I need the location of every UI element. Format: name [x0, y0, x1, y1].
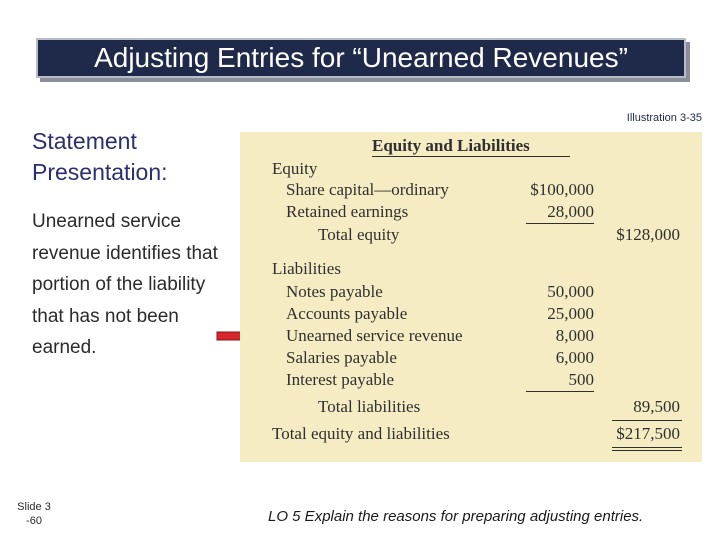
row-amount-col1: 50,000: [547, 282, 594, 301]
grand-total-double-rule-bottom: [612, 450, 682, 451]
statement-row-accounts-payable: [240, 303, 702, 325]
row-amount-col2: $128,000: [616, 225, 680, 244]
row-amount-col1: 8,000: [555, 326, 594, 345]
grand-total-double-rule-top: [612, 447, 682, 448]
row-label: Notes payable: [286, 282, 383, 301]
row-amount-col1: 25,000: [547, 304, 594, 323]
learning-objective-footer: LO 5 Explain the reasons for preparing adjusting entries.: [268, 508, 644, 525]
side-heading: Statement Presentation:: [32, 128, 168, 185]
slide-title: Adjusting Entries for “Unearned Revenues”: [36, 38, 686, 78]
row-label: Accounts payable: [286, 304, 408, 323]
row-amount-col2: 89,500: [633, 397, 680, 416]
statement-row-notes-payable: [240, 281, 702, 303]
slide-number: Slide 3 -60: [17, 501, 51, 527]
row-label: Share capital—ordinary: [286, 180, 449, 199]
subtotal-rule: [612, 420, 682, 421]
row-amount-col2: $217,500: [616, 424, 680, 443]
statement-row-total-equity: [240, 224, 702, 246]
statement-title: Equity and Liabilities: [372, 136, 530, 155]
row-amount-col1: 500: [568, 370, 594, 389]
illustration-reference: Illustration 3-35: [626, 112, 702, 124]
row-amount-col1: 28,000: [547, 202, 594, 221]
row-amount-col1: $100,000: [530, 180, 594, 199]
statement-row-total-equity-liabilities: [240, 423, 702, 445]
statement-row-retained-earnings: [240, 201, 702, 223]
statement-row-salaries-payable: [240, 347, 702, 369]
statement-row-liabilities: [240, 258, 702, 280]
row-label: Liabilities: [272, 259, 341, 278]
row-label: Retained earnings: [286, 202, 409, 221]
row-label: Total equity: [318, 225, 400, 244]
row-amount-col1: 6,000: [555, 348, 594, 367]
row-label: Total equity and liabilities: [272, 424, 450, 443]
statement-row-equity: [240, 158, 702, 180]
statement-panel: [240, 132, 702, 462]
row-label: Total liabilities: [318, 397, 421, 416]
statement-row-total-liabilities: [240, 396, 702, 418]
row-label: Unearned service revenue: [286, 326, 463, 345]
statement-row-unearned-service-revenue: [240, 325, 702, 347]
statement-row-interest-payable: [240, 369, 702, 391]
row-label: Salaries payable: [286, 348, 397, 367]
side-body-text: Unearned service revenue identifies that portion of the liability that has not been earned.: [32, 211, 218, 358]
row-label: Interest payable: [286, 370, 395, 389]
statement-row-share-capital: [240, 179, 702, 201]
statement-title-underline: [372, 156, 570, 157]
row-label: Equity: [272, 159, 318, 178]
subtotal-rule: [526, 391, 594, 392]
